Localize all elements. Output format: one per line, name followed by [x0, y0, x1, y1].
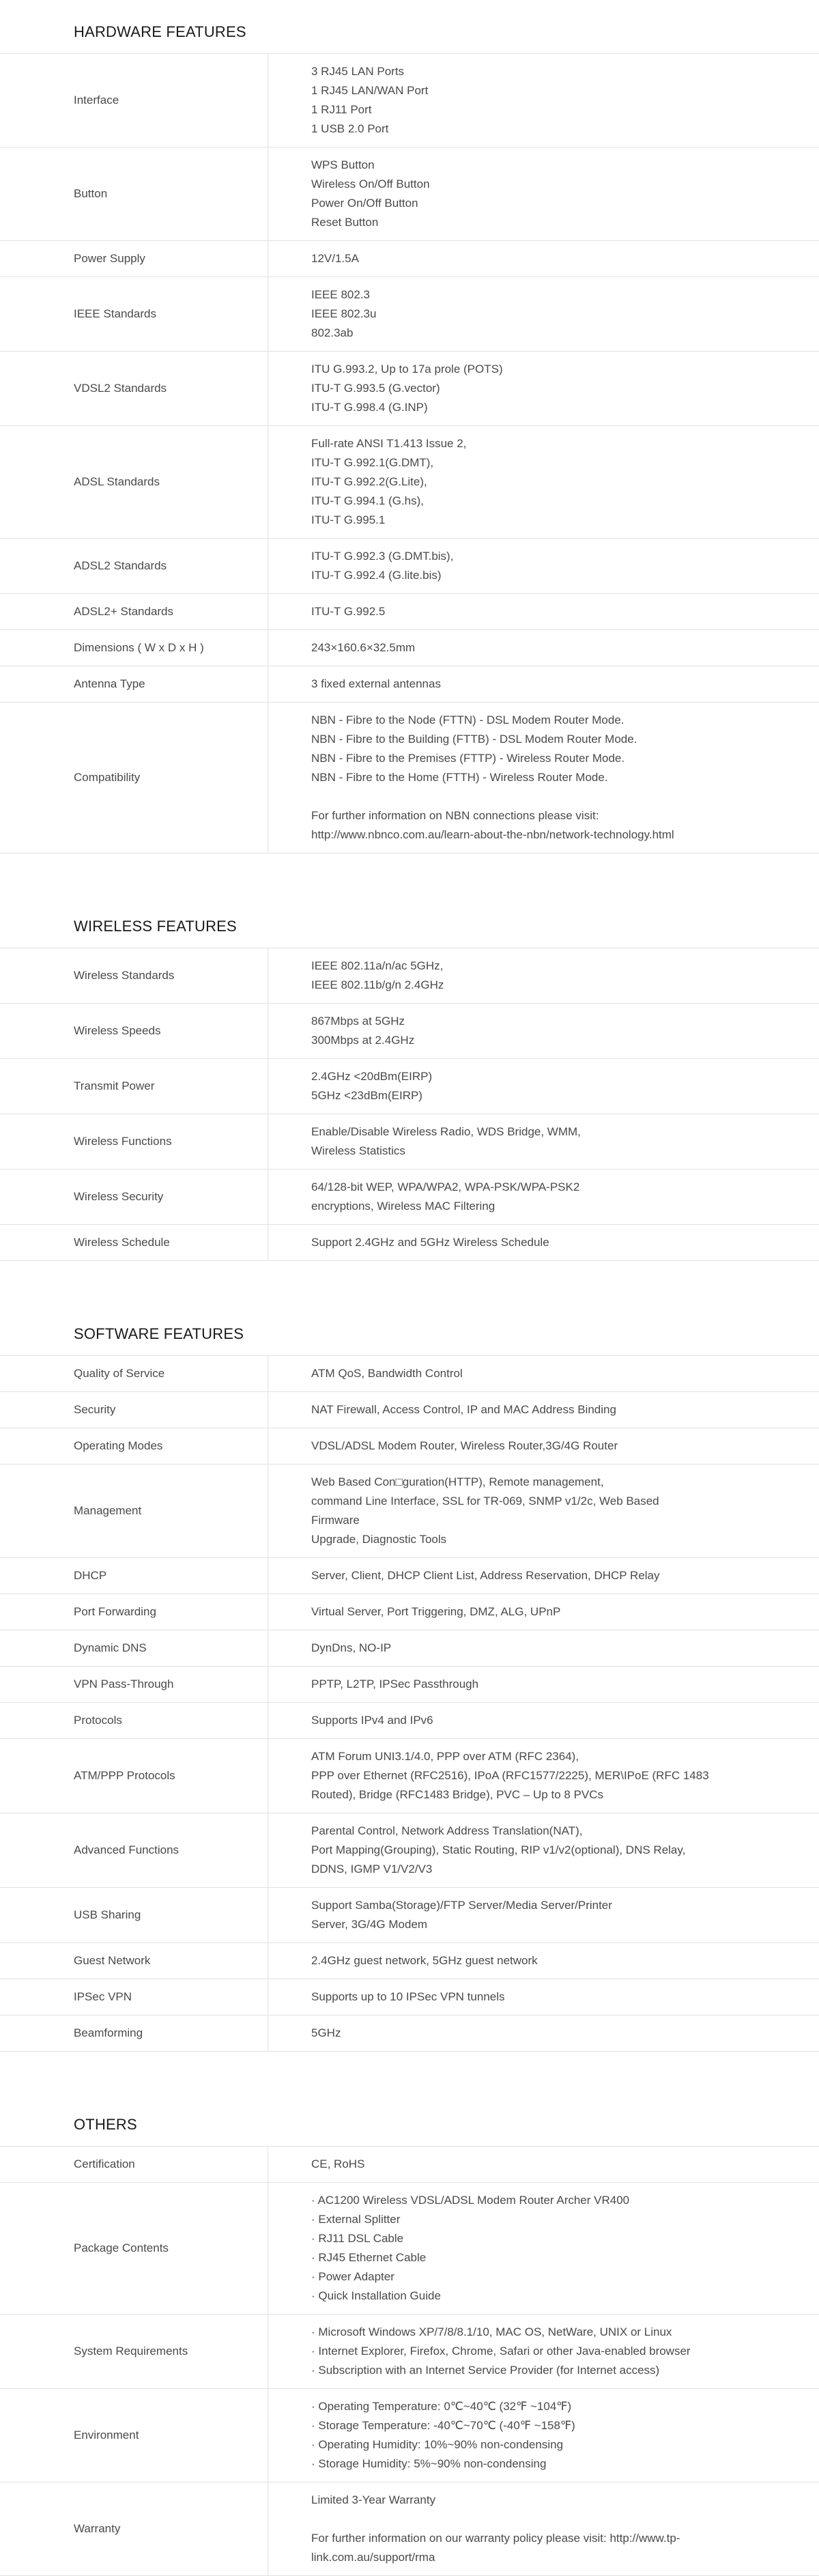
spec-value — [268, 539, 819, 593]
spec-value — [268, 1703, 819, 1738]
spec-label-text: Package Contents — [74, 2241, 169, 2254]
spec-row — [0, 1594, 819, 1630]
spec-row — [0, 1888, 819, 1943]
spec-value — [268, 1558, 819, 1594]
spec-label-text: Interface — [74, 94, 119, 107]
spec-row — [0, 1630, 819, 1667]
spec-value-line: Reset Button — [311, 216, 379, 229]
spec-value — [268, 1170, 819, 1224]
spec-label-text: ADSL Standards — [74, 475, 160, 488]
spec-label — [0, 2389, 268, 2482]
spec-label — [0, 1594, 268, 1630]
spec-label — [0, 241, 268, 277]
spec-value-line: 867Mbps at 5GHz — [311, 1015, 405, 1028]
spec-label-text: Dynamic DNS — [74, 1641, 147, 1654]
spec-label — [0, 1888, 268, 1942]
spec-label-text: Operating Modes — [74, 1439, 163, 1452]
spec-value-line: 802.3ab — [311, 326, 354, 339]
spec-label — [0, 666, 268, 702]
spec-value — [268, 1356, 819, 1391]
spec-value-line: ATM QoS, Bandwidth Control — [311, 1367, 463, 1380]
spec-row — [0, 1703, 819, 1739]
spec-row — [0, 1170, 819, 1225]
spec-value — [268, 54, 819, 147]
spec-value-line: 5GHz <23dBm(EIRP) — [311, 1089, 422, 1102]
spec-label — [0, 1667, 268, 1702]
spec-label-text: Protocols — [74, 1714, 122, 1727]
spec-value-line: 64/128-bit WEP, WPA/WPA2, WPA-PSK/WPA-PSK2 — [311, 1180, 580, 1193]
spec-value — [268, 1979, 819, 2015]
spec-value-line: VDSL/ADSL Modem Router, Wireless Router,3G/4G Router — [311, 1439, 618, 1452]
spec-value-line: 1 RJ11 Port — [311, 103, 372, 116]
spec-value-line: · AC1200 Wireless VDSL/ADSL Modem Router Archer VR400 — [311, 2194, 630, 2207]
spec-label-text: VDSL2 Standards — [74, 382, 167, 395]
spec-row — [0, 277, 819, 352]
spec-value-line: ITU-T G.992.1(G.DMT), — [311, 456, 434, 469]
spec-value — [268, 594, 819, 629]
spec-value-line: Supports up to 10 IPSec VPN tunnels — [311, 1990, 505, 2003]
spec-row — [0, 666, 819, 703]
spec-value-line: Power On/Off Button — [311, 197, 418, 210]
spec-label-text: Quality of Service — [74, 1367, 165, 1380]
spec-value-line: PPP over Ethernet (RFC2516), IPoA (RFC1577/2225), MER\IPoE (RFC 1483 — [311, 1769, 709, 1782]
spec-value — [268, 1594, 819, 1630]
spec-value-line: NAT Firewall, Access Control, IP and MAC Address Binding — [311, 1403, 616, 1416]
spec-section — [0, 12, 819, 853]
section-title: HARDWARE FEATURES — [74, 23, 246, 40]
spec-value-line: Support 2.4GHz and 5GHz Wireless Schedule — [311, 1236, 549, 1249]
spec-value-line: ATM Forum UNI3.1/4.0, PPP over ATM (RFC 2364), — [311, 1750, 579, 1763]
spec-section — [0, 1314, 819, 2052]
spec-value — [268, 703, 819, 853]
spec-label-text: Wireless Security — [74, 1190, 164, 1203]
spec-value-line: · Microsoft Windows XP/7/8/8.1/10, MAC OS, NetWare, UNIX or Linux — [311, 2325, 672, 2338]
spec-row — [0, 703, 819, 853]
spec-label — [0, 2315, 268, 2388]
spec-label — [0, 1225, 268, 1260]
spec-label — [0, 1943, 268, 1979]
spec-label — [0, 1703, 268, 1738]
spec-table — [0, 2146, 819, 2576]
spec-value-line: Support Samba(Storage)/FTP Server/Media Server/Printer — [311, 1899, 612, 1912]
spec-row — [0, 2315, 819, 2389]
spec-value — [268, 1004, 819, 1058]
spec-value — [268, 352, 819, 425]
spec-row — [0, 1392, 819, 1428]
spec-value — [268, 2389, 819, 2482]
spec-row — [0, 1059, 819, 1114]
spec-row — [0, 1004, 819, 1059]
spec-value-line: 243×160.6×32.5mm — [311, 641, 416, 654]
spec-value — [268, 1392, 819, 1428]
spec-line-spacer — [311, 2510, 778, 2529]
spec-value-line: ITU-T G.992.3 (G.DMT.bis), — [311, 550, 454, 563]
spec-value-line: Upgrade, Diagnostic Tools — [311, 1533, 447, 1546]
spec-value — [268, 426, 819, 538]
spec-row — [0, 2015, 819, 2052]
spec-value-line: NBN - Fibre to the Node (FTTN) - DSL Modem Router Mode. — [311, 713, 624, 726]
spec-value — [268, 1943, 819, 1979]
spec-row — [0, 594, 819, 630]
spec-value-line: Routed), Bridge (RFC1483 Bridge), PVC – Up to 8 PVCs — [311, 1788, 604, 1801]
spec-value-line: ITU-T G.994.1 (G.hs), — [311, 494, 425, 507]
spec-label-text: Environment — [74, 2429, 139, 2441]
spec-value-line: · Power Adapter — [311, 2270, 394, 2283]
spec-row — [0, 539, 819, 594]
spec-label — [0, 703, 268, 853]
spec-label-text: IEEE Standards — [74, 307, 156, 320]
spec-row — [0, 426, 819, 539]
spec-value-line: · Operating Temperature: 0℃~40℃ (32℉ ~104℉) — [311, 2400, 572, 2413]
spec-row — [0, 2389, 819, 2482]
spec-label-text: ATM/PPP Protocols — [74, 1769, 175, 1782]
spec-label-text: Wireless Schedule — [74, 1236, 170, 1249]
spec-label-text: Wireless Speeds — [74, 1024, 161, 1037]
spec-label-text: USB Sharing — [74, 1908, 141, 1921]
spec-value — [268, 2183, 819, 2314]
spec-value-line: · Internet Explorer, Firefox, Chrome, Safari or other Java-enabled browser — [311, 2345, 691, 2358]
spec-value-line: link.com.au/support/rma — [311, 2551, 435, 2564]
spec-value-line: Supports IPv4 and IPv6 — [311, 1714, 433, 1727]
spec-label-text: Beamforming — [74, 2026, 143, 2039]
spec-value-line: CE, RoHS — [311, 2157, 365, 2170]
spec-label — [0, 1356, 268, 1391]
spec-row — [0, 1943, 819, 1979]
spec-value-line: encryptions, Wireless MAC Filtering — [311, 1200, 495, 1213]
spec-label — [0, 426, 268, 538]
spec-section — [0, 907, 819, 1261]
spec-value-line: · Operating Humidity: 10%~90% non-condensing — [311, 2438, 564, 2451]
spec-value-line: 1 RJ45 LAN/WAN Port — [311, 84, 429, 97]
spec-value-line: For further information on our warranty policy please visit: http://www.tp- — [311, 2532, 680, 2545]
spec-label — [0, 948, 268, 1003]
spec-value — [268, 1428, 819, 1464]
spec-label-text: Guest Network — [74, 1954, 151, 1967]
spec-label — [0, 352, 268, 425]
spec-value — [268, 1114, 819, 1169]
spec-value — [268, 630, 819, 666]
spec-row — [0, 1464, 819, 1558]
spec-value-line: · Quick Installation Guide — [311, 2289, 441, 2302]
spec-value — [268, 2147, 819, 2182]
spec-label-text: Transmit Power — [74, 1079, 155, 1092]
spec-value-line: ITU-T G.995.1 — [311, 513, 386, 526]
spec-value — [268, 2315, 819, 2388]
spec-label — [0, 2015, 268, 2051]
spec-value — [268, 1464, 819, 1557]
spec-value — [268, 1888, 819, 1942]
spec-value-line: ITU-T G.998.4 (G.INP) — [311, 401, 428, 414]
spec-row — [0, 1225, 819, 1261]
spec-row — [0, 147, 819, 241]
spec-value-line: Enable/Disable Wireless Radio, WDS Bridge, WMM, — [311, 1125, 581, 1138]
spec-value-line: 2.4GHz guest network, 5GHz guest network — [311, 1954, 538, 1967]
spec-value — [268, 1630, 819, 1666]
spec-row — [0, 948, 819, 1004]
spec-row — [0, 630, 819, 666]
spec-label-text: Security — [74, 1403, 116, 1416]
spec-value-line: Firmware — [311, 1514, 360, 1527]
spec-label — [0, 2147, 268, 2182]
spec-line-spacer — [311, 787, 778, 806]
spec-label — [0, 1464, 268, 1557]
spec-label — [0, 147, 268, 240]
spec-value-line: Server, 3G/4G Modem — [311, 1918, 428, 1931]
spec-value-line: 300Mbps at 2.4GHz — [311, 1034, 415, 1047]
spec-label — [0, 1114, 268, 1169]
spec-value-line: ITU G.993.2, Up to 17a prole (POTS) — [311, 363, 503, 376]
spec-value-line: · Storage Temperature: -40℃~70℃ (-40℉ ~158℉) — [311, 2419, 575, 2432]
spec-value-line: IEEE 802.3u — [311, 307, 377, 320]
spec-value — [268, 241, 819, 277]
spec-value-line: WPS Button — [311, 158, 375, 171]
spec-label-text: System Requirements — [74, 2345, 188, 2358]
spec-label-text: Advanced Functions — [74, 1843, 179, 1856]
spec-value-line: IEEE 802.3 — [311, 288, 371, 301]
spec-row — [0, 1813, 819, 1888]
spec-label — [0, 1170, 268, 1224]
spec-row — [0, 1558, 819, 1594]
spec-label-text: Port Forwarding — [74, 1605, 156, 1618]
spec-value-line: NBN - Fibre to the Building (FTTB) - DSL Modem Router Mode. — [311, 733, 637, 746]
spec-row — [0, 352, 819, 426]
spec-label — [0, 1004, 268, 1058]
spec-label-text: Button — [74, 187, 108, 200]
spec-label — [0, 1979, 268, 2015]
spec-label-text: ADSL2 Standards — [74, 559, 167, 572]
spec-value-line: · Storage Humidity: 5%~90% non-condensing — [311, 2457, 547, 2470]
section-title: OTHERS — [74, 2116, 137, 2133]
spec-value-line: NBN - Fibre to the Premises (FTTP) - Wireless Router Mode. — [311, 752, 625, 765]
spec-value-line: For further information on NBN connections please visit: — [311, 809, 599, 822]
spec-value — [268, 277, 819, 351]
spec-value-line: IEEE 802.11b/g/n 2.4GHz — [311, 978, 444, 991]
spec-value — [268, 2482, 819, 2575]
spec-label-text: Antenna Type — [74, 677, 145, 690]
spec-label — [0, 1813, 268, 1887]
spec-table — [0, 948, 819, 1261]
spec-value-line: Port Mapping(Grouping), Static Routing, RIP v1/v2(optional), DNS Relay, — [311, 1843, 686, 1856]
spec-table — [0, 53, 819, 853]
spec-label-text: Warranty — [74, 2522, 121, 2535]
spec-value-line: Wireless Statistics — [311, 1144, 405, 1157]
spec-row — [0, 2482, 819, 2576]
spec-row — [0, 241, 819, 277]
spec-label-text: ADSL2+ Standards — [74, 605, 174, 618]
spec-label — [0, 1630, 268, 1666]
spec-value-line: NBN - Fibre to the Home (FTTH) - Wireless Router Mode. — [311, 771, 608, 784]
spec-label — [0, 630, 268, 666]
spec-label — [0, 2482, 268, 2575]
spec-value-line: ITU-T G.993.5 (G.vector) — [311, 382, 440, 395]
spec-value-line: IEEE 802.11a/n/ac 5GHz, — [311, 959, 444, 972]
spec-value-line: Wireless On/Off Button — [311, 178, 430, 190]
spec-value-line: · RJ11 DSL Cable — [311, 2232, 404, 2245]
spec-value-line: DynDns, NO-IP — [311, 1641, 392, 1654]
spec-value-line: Limited 3-Year Warranty — [311, 2493, 436, 2506]
spec-value-line: ITU-T G.992.5 — [311, 605, 386, 618]
spec-value — [268, 1059, 819, 1114]
spec-value-line: · RJ45 Ethernet Cable — [311, 2251, 427, 2264]
spec-label-text: Certification — [74, 2157, 135, 2170]
spec-row — [0, 1739, 819, 1813]
spec-label — [0, 2183, 268, 2314]
spec-value-line: 12V/1.5A — [311, 252, 359, 265]
spec-label — [0, 594, 268, 629]
spec-value-line: 1 USB 2.0 Port — [311, 122, 389, 135]
section-title: SOFTWARE FEATURES — [74, 1325, 244, 1342]
spec-label — [0, 1059, 268, 1114]
spec-value-line: ITU-T G.992.4 (G.lite.bis) — [311, 569, 442, 582]
spec-value-line: command Line Interface, SSL for TR-069, SNMP v1/2c, Web Based — [311, 1495, 659, 1508]
spec-label-text: IPSec VPN — [74, 1990, 132, 2003]
spec-value — [268, 1813, 819, 1887]
spec-label-text: Power Supply — [74, 252, 145, 265]
spec-value — [268, 948, 819, 1003]
spec-label — [0, 277, 268, 351]
spec-label-text: VPN Pass-Through — [74, 1678, 174, 1690]
spec-value-line: 3 RJ45 LAN Ports — [311, 65, 405, 78]
spec-label-text: DHCP — [74, 1569, 107, 1582]
spec-value — [268, 1667, 819, 1702]
spec-section — [0, 2105, 819, 2576]
spec-value-line: PPTP, L2TP, IPSec Passthrough — [311, 1678, 479, 1690]
spec-value-line: DDNS, IGMP V1/V2/V3 — [311, 1863, 433, 1876]
spec-value — [268, 1225, 819, 1260]
spec-row — [0, 1979, 819, 2015]
spec-value-line: Parental Control, Network Address Translation(NAT), — [311, 1824, 583, 1837]
spec-label — [0, 1392, 268, 1428]
spec-label — [0, 539, 268, 593]
spec-label — [0, 1558, 268, 1594]
spec-value — [268, 666, 819, 702]
spec-label — [0, 1428, 268, 1464]
spec-table — [0, 1355, 819, 2052]
spec-label-text: Management — [74, 1504, 142, 1517]
spec-row — [0, 2147, 819, 2183]
spec-value-line: 5GHz — [311, 2026, 341, 2039]
spec-value-line: · External Splitter — [311, 2213, 401, 2226]
spec-value-line: Server, Client, DHCP Client List, Address Reservation, DHCP Relay — [311, 1569, 660, 1582]
spec-value-line: Full-rate ANSI T1.413 Issue 2, — [311, 437, 467, 450]
spec-label-text: Wireless Functions — [74, 1135, 172, 1148]
spec-value — [268, 1739, 819, 1813]
spec-value-line: 2.4GHz <20dBm(EIRP) — [311, 1070, 433, 1083]
spec-label — [0, 54, 268, 147]
spec-value-line: Web Based Con□guration(HTTP), Remote management, — [311, 1475, 604, 1488]
spec-label — [0, 1739, 268, 1813]
spec-value-line: Virtual Server, Port Triggering, DMZ, ALG, UPnP — [311, 1605, 561, 1618]
spec-label-text: Compatibility — [74, 771, 141, 784]
spec-label-text: Wireless Standards — [74, 969, 175, 982]
spec-row — [0, 54, 819, 147]
section-title: WIRELESS FEATURES — [74, 918, 237, 935]
spec-label-text: Dimensions ( W x D x H ) — [74, 641, 204, 654]
spec-value-line: · Subscription with an Internet Service Provider (for Internet access) — [311, 2364, 660, 2377]
spec-row — [0, 1667, 819, 1703]
spec-value-line: ITU-T G.992.2(G.Lite), — [311, 475, 427, 488]
spec-value-line: http://www.nbnco.com.au/learn-about-the-nbn/network-technology.html — [311, 828, 674, 841]
spec-row — [0, 1356, 819, 1392]
spec-row — [0, 2183, 819, 2315]
spec-row — [0, 1428, 819, 1464]
spec-value — [268, 2015, 819, 2051]
spec-value — [268, 147, 819, 240]
spec-row — [0, 1114, 819, 1170]
spec-value-line: 3 fixed external antennas — [311, 677, 441, 690]
